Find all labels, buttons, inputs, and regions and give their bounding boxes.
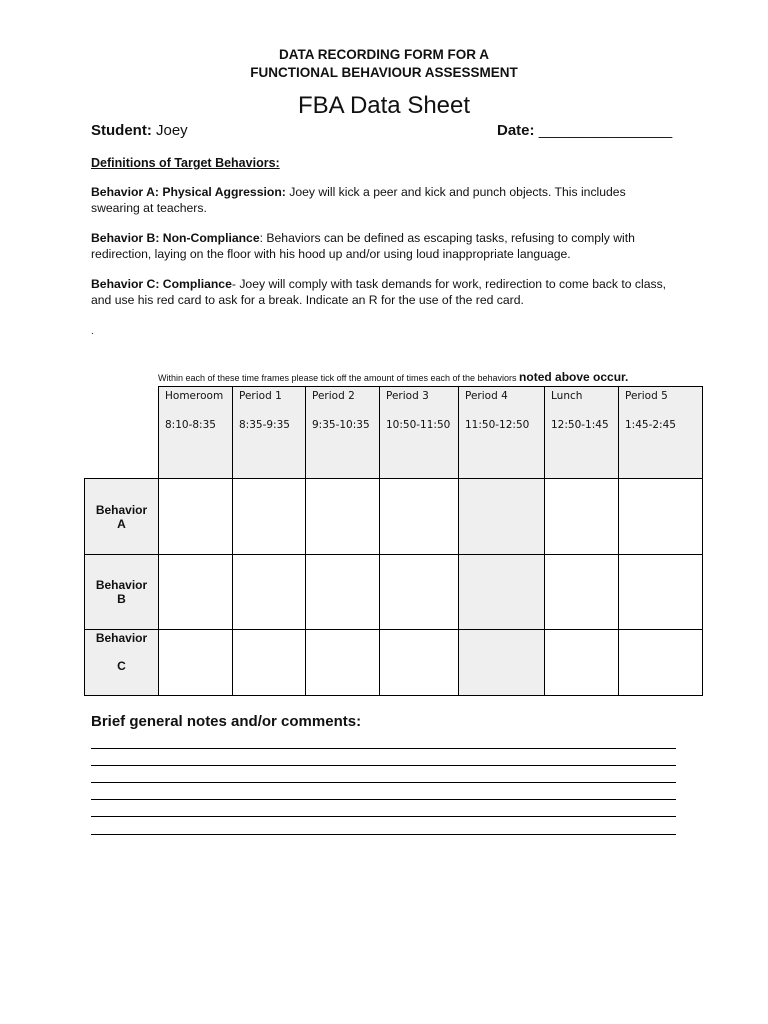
tally-cell[interactable] bbox=[619, 555, 703, 630]
student-name: Joey bbox=[156, 122, 188, 139]
tally-cell[interactable] bbox=[380, 479, 459, 555]
column-name: Lunch bbox=[551, 390, 583, 402]
table-instruction-large: noted above occur. bbox=[519, 370, 629, 384]
date-label: Date: bbox=[497, 122, 535, 139]
row-label-letter: B bbox=[117, 592, 126, 606]
tally-cell[interactable] bbox=[306, 555, 380, 630]
behavior-c-definition bbox=[91, 276, 671, 308]
tally-cell[interactable] bbox=[619, 630, 703, 696]
tally-cell[interactable] bbox=[233, 630, 306, 696]
table-instruction-small: Within each of these time frames please tick off the amount of times each of the behaviors bbox=[158, 373, 520, 383]
date-field bbox=[497, 122, 672, 139]
column-name: Period 3 bbox=[386, 390, 429, 402]
row-label-letter: C bbox=[117, 659, 126, 673]
column-time: 12:50-1:45 bbox=[551, 419, 609, 431]
behavior-tally-table bbox=[84, 386, 703, 696]
form-heading-line-2: FUNCTIONAL BEHAVIOUR ASSESSMENT bbox=[250, 65, 518, 80]
tally-cell[interactable] bbox=[545, 630, 619, 696]
tally-cell[interactable] bbox=[306, 630, 380, 696]
behavior-b-label: Behavior B: Non-Compliance bbox=[91, 231, 260, 245]
column-header-period-4 bbox=[459, 387, 545, 479]
behavior-b-definition bbox=[91, 230, 671, 262]
column-header-period-3 bbox=[380, 387, 459, 479]
table-row-behavior-c bbox=[85, 630, 703, 696]
column-name: Period 2 bbox=[312, 390, 355, 402]
notes-heading: Brief general notes and/or comments: bbox=[91, 713, 362, 730]
column-header-homeroom bbox=[159, 387, 233, 479]
column-header-period-2 bbox=[306, 387, 380, 479]
tally-cell[interactable] bbox=[545, 555, 619, 630]
table-header-row bbox=[85, 387, 703, 479]
row-label-word: Behavior bbox=[95, 502, 148, 517]
row-label-behavior-a bbox=[85, 479, 159, 555]
date-blank: ________________ bbox=[538, 122, 673, 139]
column-header-period-1 bbox=[233, 387, 306, 479]
behavior-b-text: : Behaviors can be defined as escaping tasks, refusing to comply with redirection, laying on the floor with his hood up and/or using loud inappropriate language. bbox=[91, 231, 635, 261]
behavior-c-label: Behavior C: Compliance bbox=[91, 277, 232, 291]
tally-cell[interactable] bbox=[619, 479, 703, 555]
student-label: Student: bbox=[91, 122, 152, 139]
tally-cell[interactable] bbox=[159, 630, 233, 696]
behavior-a-label: Behavior A: Physical Aggression: bbox=[91, 185, 286, 199]
column-name: Period 5 bbox=[625, 390, 668, 402]
column-header-lunch bbox=[545, 387, 619, 479]
column-time: 8:35-9:35 bbox=[239, 419, 290, 431]
stray-dot: . bbox=[91, 326, 94, 337]
tally-cell[interactable] bbox=[380, 555, 459, 630]
notes-line[interactable] bbox=[91, 799, 676, 800]
table-row-behavior-a bbox=[85, 479, 703, 555]
notes-line[interactable] bbox=[91, 816, 676, 817]
column-time: 10:50-11:50 bbox=[386, 419, 451, 431]
row-label-word: Behavior bbox=[95, 631, 148, 645]
notes-line[interactable] bbox=[91, 748, 676, 749]
notes-line[interactable] bbox=[91, 834, 676, 835]
tally-cell[interactable] bbox=[306, 479, 380, 555]
definitions-heading: Definitions of Target Behaviors: bbox=[91, 156, 280, 170]
column-time: 1:45-2:45 bbox=[625, 419, 676, 431]
tally-cell[interactable] bbox=[380, 630, 459, 696]
table-row-behavior-b bbox=[85, 555, 703, 630]
tally-cell[interactable] bbox=[459, 479, 545, 555]
column-time: 9:35-10:35 bbox=[312, 419, 370, 431]
form-heading-line-1: DATA RECORDING FORM FOR A bbox=[279, 47, 489, 62]
column-time: 8:10-8:35 bbox=[165, 419, 216, 431]
column-name: Period 1 bbox=[239, 390, 282, 402]
row-label-behavior-b bbox=[85, 555, 159, 630]
student-field bbox=[91, 122, 188, 139]
notes-line[interactable] bbox=[91, 782, 676, 783]
behavior-c-text: - Joey will comply with task demands for work, redirection to come back to class, and use his red card to ask for a break. Indicate an R for the use of the red card. bbox=[91, 277, 667, 307]
tally-cell[interactable] bbox=[159, 555, 233, 630]
row-label-word: Behavior bbox=[95, 578, 148, 592]
behavior-a-definition bbox=[91, 184, 671, 216]
tally-cell[interactable] bbox=[459, 630, 545, 696]
page-title: FBA Data Sheet bbox=[297, 92, 471, 119]
column-header-period-5 bbox=[619, 387, 703, 479]
tally-cell[interactable] bbox=[545, 479, 619, 555]
column-name: Homeroom bbox=[165, 390, 224, 402]
tally-cell[interactable] bbox=[459, 555, 545, 630]
table-corner-cell bbox=[85, 387, 159, 479]
behavior-a-text: Joey will kick a peer and kick and punch objects. This includes swearing at teachers. bbox=[91, 185, 626, 215]
column-time: 11:50-12:50 bbox=[465, 419, 530, 431]
tally-cell[interactable] bbox=[233, 555, 306, 630]
tally-cell[interactable] bbox=[159, 479, 233, 555]
tally-cell[interactable] bbox=[233, 479, 306, 555]
notes-line[interactable] bbox=[91, 765, 676, 766]
row-label-behavior-c bbox=[85, 630, 159, 696]
row-label-letter: A bbox=[117, 516, 126, 531]
table-instruction bbox=[158, 370, 628, 384]
column-name: Period 4 bbox=[465, 390, 508, 402]
